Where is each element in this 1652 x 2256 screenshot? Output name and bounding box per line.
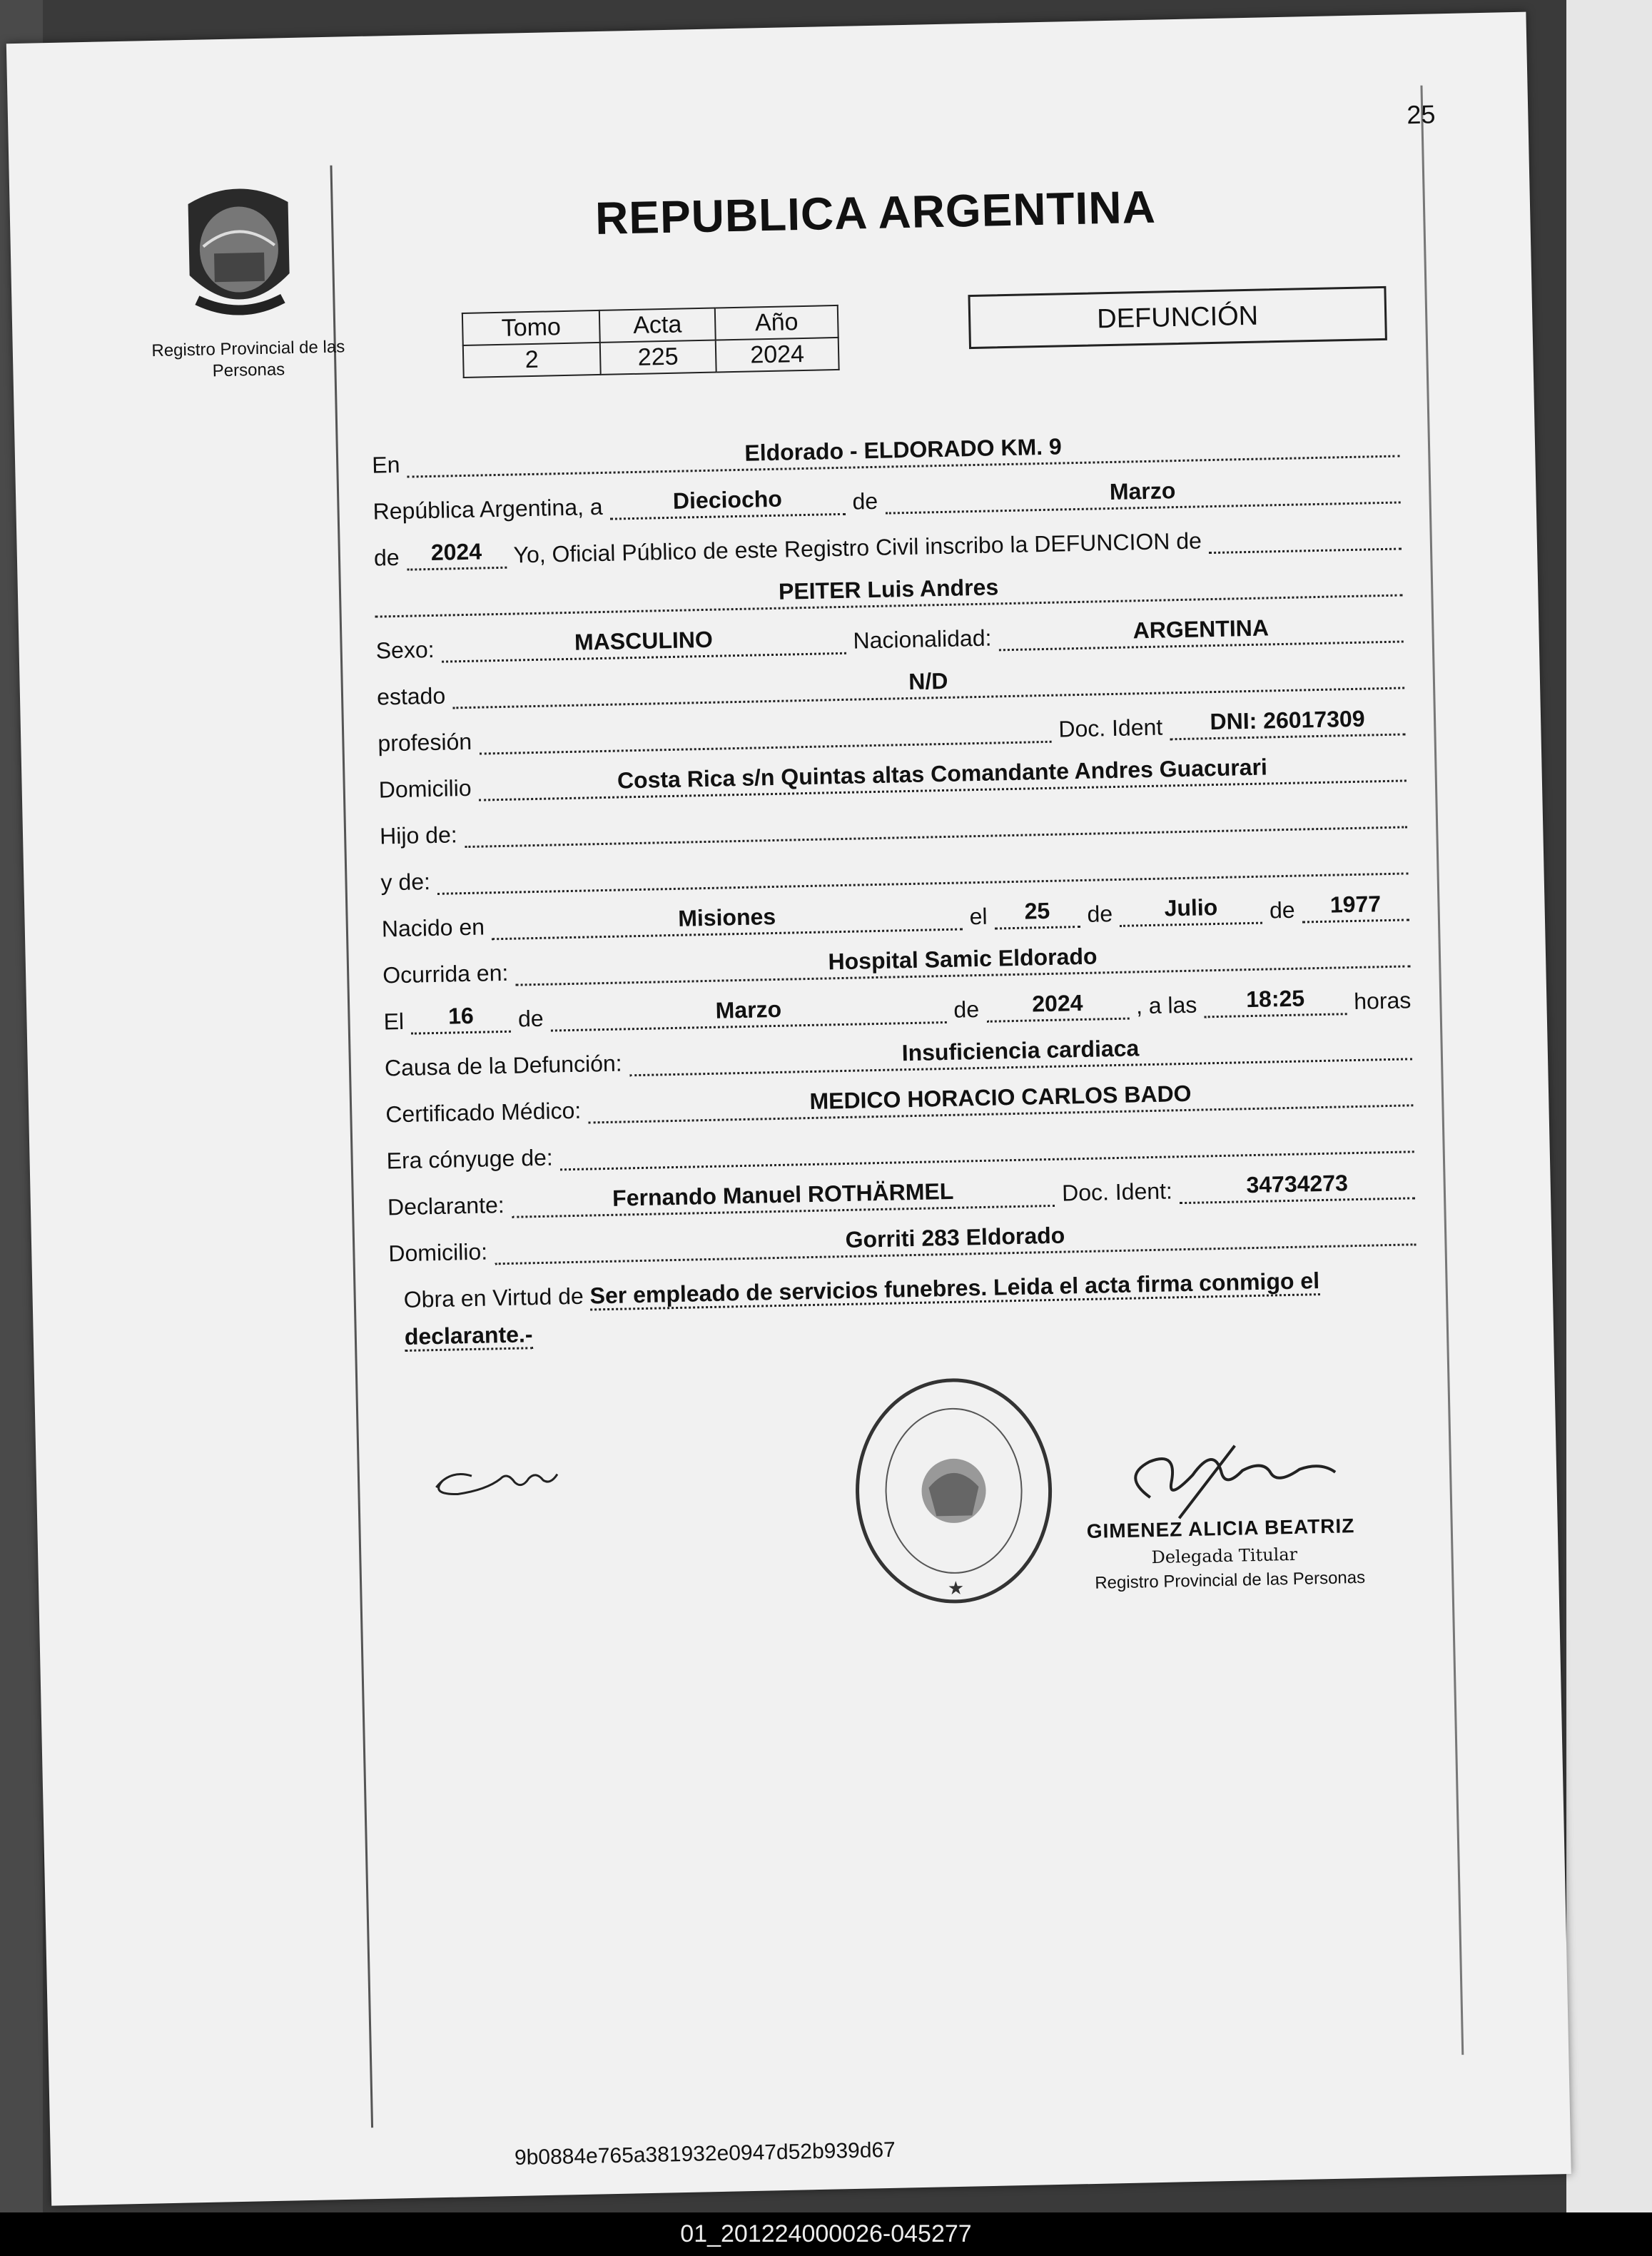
value-ano: 2024 xyxy=(716,338,839,373)
field-death-month: Marzo xyxy=(550,990,947,1032)
field-place: Eldorado - ELDORADO KM. 9 xyxy=(407,424,1400,478)
field-birth-month: Julio xyxy=(1119,891,1262,927)
field-blank xyxy=(1208,516,1402,554)
field-certificado: MEDICO HORACIO CARLOS BADO xyxy=(588,1073,1414,1123)
label-de: de xyxy=(373,544,400,571)
header-acta: Acta xyxy=(599,308,716,343)
declarant-signature-icon xyxy=(421,1452,564,1505)
label-el: El xyxy=(383,1008,405,1035)
label-nacionalidad: Nacionalidad: xyxy=(853,624,992,654)
left-margin-line xyxy=(330,166,373,2128)
field-doc-ident: DNI: 26017309 xyxy=(1170,702,1406,740)
label-de: de xyxy=(1269,896,1295,924)
header-ano: Año xyxy=(715,305,838,340)
right-margin-line xyxy=(1420,86,1464,2055)
label-estado: estado xyxy=(376,682,446,710)
field-deceased-name: PEITER Luis Andres xyxy=(375,562,1403,617)
header-tomo: Tomo xyxy=(462,310,600,345)
field-month: Marzo xyxy=(884,470,1400,515)
field-day-words: Dieciocho xyxy=(609,482,846,520)
inscribo-text: Yo, Oficial Público de este Registro Civil inscribo la DEFUNCION de xyxy=(513,527,1202,568)
record-type-box: DEFUNCIÓN xyxy=(968,286,1387,349)
label-sexo: Sexo: xyxy=(375,636,435,664)
label-declarante: Declarante: xyxy=(387,1192,505,1220)
record-table xyxy=(462,305,840,378)
value-acta: 225 xyxy=(600,340,716,375)
field-estado: N/D xyxy=(452,655,1405,709)
label-el: el xyxy=(969,903,988,930)
field-declarante: Fernando Manuel ROTHÄRMEL xyxy=(511,1173,1055,1218)
label-profesion: profesión xyxy=(377,728,472,757)
field-doc-ident-2: 34734273 xyxy=(1179,1165,1415,1204)
province-emblem-icon xyxy=(173,181,305,326)
label-republica: República Argentina, a xyxy=(373,493,603,525)
field-birth-year: 1977 xyxy=(1302,887,1409,923)
field-death-year: 2024 xyxy=(985,986,1129,1023)
page-number: 25 xyxy=(1406,99,1436,130)
label-domicilio: Domicilio xyxy=(378,774,472,803)
label-nacido: Nacido en xyxy=(381,914,485,942)
field-sexo: MASCULINO xyxy=(441,621,846,663)
label-hijo: Hijo de: xyxy=(379,821,458,849)
field-year: 2024 xyxy=(406,535,507,571)
field-causa: Insuficiencia cardiaca xyxy=(629,1026,1412,1076)
label-doc-ident-2: Doc. Ident: xyxy=(1061,1178,1173,1206)
official-name: GIMENEZ ALICIA BEATRIZ xyxy=(1086,1514,1355,1543)
field-domicilio: Costa Rica s/n Quintas altas Comandante Andres Guacurari xyxy=(478,748,1407,801)
label-en: En xyxy=(371,451,400,478)
field-obra: Ser empleado de servicios funebres. Leida el acta firma conmigo el declarante.- xyxy=(404,1268,1319,1352)
label-horas: horas xyxy=(1353,987,1412,1015)
label-causa: Causa de la Defunción: xyxy=(384,1050,622,1081)
document-hash: 9b0884e765a381932e0947d52b939d67 xyxy=(514,2138,896,2170)
label-ocurrida: Ocurrida en: xyxy=(382,959,509,988)
field-birth-day: 25 xyxy=(994,894,1080,930)
death-certificate-page xyxy=(6,12,1571,2206)
row-obra xyxy=(403,1260,1432,1355)
label-de: de xyxy=(953,996,980,1023)
label-de: de xyxy=(852,487,878,515)
footer-id-bar: 01_201224000026-045277 xyxy=(0,2212,1652,2256)
svg-text:★: ★ xyxy=(947,1577,965,1599)
label-domicilio-2: Domicilio: xyxy=(388,1238,488,1267)
background-right-sheet xyxy=(1566,0,1652,2256)
label-certificado: Certificado Médico: xyxy=(385,1097,582,1128)
label-a-las: , a las xyxy=(1135,991,1197,1019)
field-domicilio-2: Gorriti 283 Eldorado xyxy=(494,1212,1416,1265)
label-de: de xyxy=(517,1005,544,1032)
label-doc-ident: Doc. Ident xyxy=(1058,714,1163,742)
field-nacido-en: Misiones xyxy=(491,896,963,940)
page-title: REPUBLICA ARGENTINA xyxy=(594,181,1157,245)
field-nacionalidad: ARGENTINA xyxy=(998,609,1404,651)
registry-label: Registro Provincial de las Personas xyxy=(151,337,345,381)
official-role: Delegada Titular xyxy=(1151,1544,1298,1568)
field-death-time: 18:25 xyxy=(1204,981,1347,1018)
field-death-day: 16 xyxy=(410,999,511,1035)
official-stamp-icon xyxy=(848,1371,1060,1611)
official-org: Registro Provincial de las Personas xyxy=(1095,1567,1366,1593)
value-tomo: 2 xyxy=(463,343,601,378)
field-ocurrida: Hospital Samic Eldorado xyxy=(515,934,1411,986)
label-obra: Obra en Virtud de xyxy=(403,1283,584,1312)
label-de: de xyxy=(1087,901,1113,927)
label-y-de: y de: xyxy=(380,869,431,896)
record-value-row xyxy=(463,338,839,378)
label-conyuge: Era cónyuge de: xyxy=(386,1144,554,1174)
